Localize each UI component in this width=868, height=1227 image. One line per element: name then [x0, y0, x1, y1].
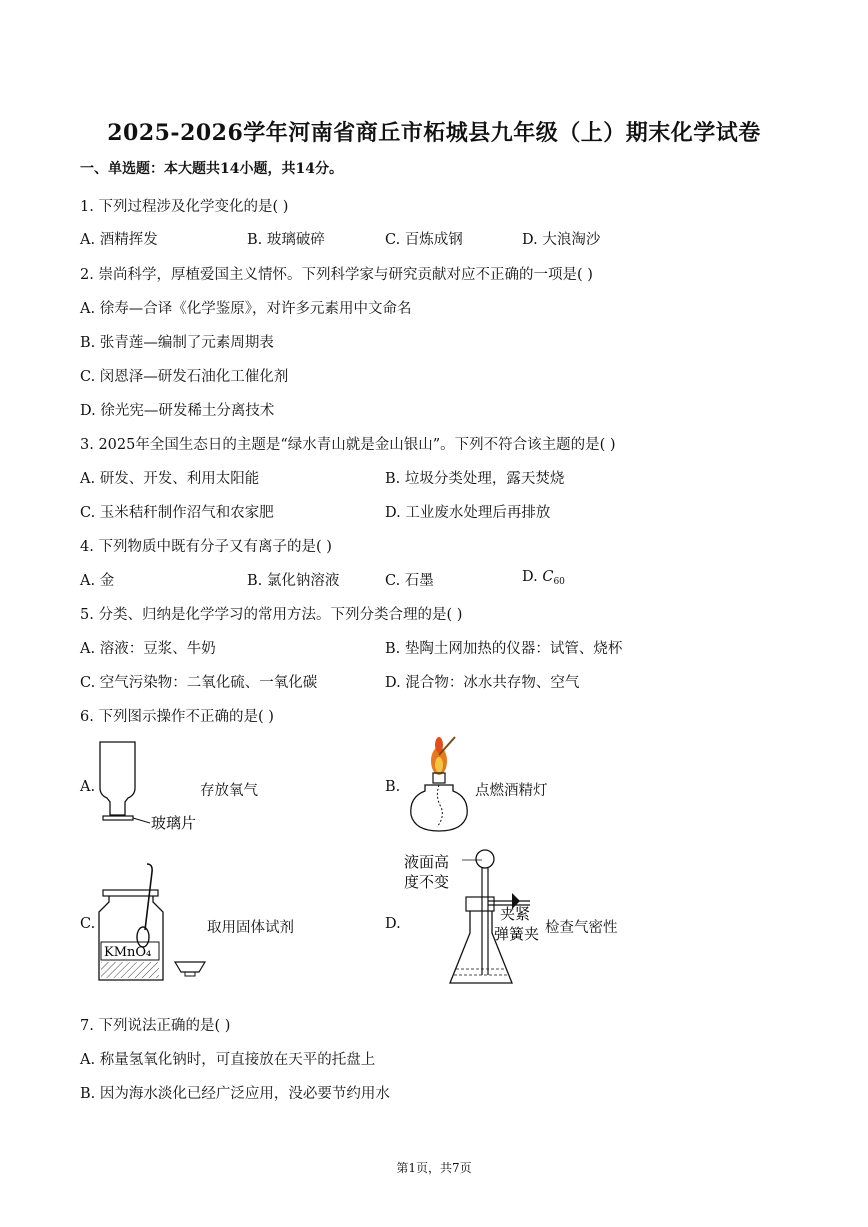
- page-footer: 第1页，共7页: [396, 1161, 472, 1175]
- q6-option-b: B.: [385, 779, 401, 795]
- figure-c-reagent-bottle: [95, 862, 210, 987]
- q4-option-d: [522, 569, 565, 587]
- q4-formula-subscript: 60: [553, 577, 565, 587]
- section-heading: 一、单选题：本大题共14小题，共14分。: [80, 161, 343, 177]
- q6-caption-b: 点燃酒精灯: [475, 783, 548, 799]
- question-1-stem: 1. 下列过程涉及化学变化的是( ): [80, 199, 289, 215]
- q6-option-c: C.: [80, 916, 96, 932]
- q3-option-c: C. 玉米秸秆制作沼气和农家肥: [80, 505, 274, 521]
- q4-option-c: C. 石墨: [385, 573, 434, 589]
- q2-option-d: D. 徐光宪—研发稀土分离技术: [80, 403, 275, 419]
- q2-option-c: C. 闵恩泽—研发石油化工催化剂: [80, 369, 289, 385]
- q1-option-c: C. 百炼成钢: [385, 232, 463, 248]
- question-6-stem: 6. 下列图示操作不正确的是( ): [80, 709, 274, 725]
- question-2-stem: 2. 崇尚科学，厚植爱国主义情怀。下列科学家与研究贡献对应不正确的一项是( ): [80, 267, 593, 283]
- level-label-2: 度不变: [404, 873, 450, 891]
- q7-option-a: A. 称量氢氧化钠时，可直接放在天平的托盘上: [80, 1052, 376, 1068]
- q5-option-a: A. 溶液：豆浆、牛奶: [80, 641, 216, 657]
- q6-option-d: D.: [385, 916, 401, 932]
- q4-option-d-label: D.: [522, 569, 543, 585]
- question-7-stem: 7. 下列说法正确的是( ): [80, 1018, 231, 1034]
- q2-option-a: A. 徐寿—合译《化学鉴原》，对许多元素用中文命名: [80, 301, 412, 317]
- q6-option-a: A.: [80, 779, 96, 795]
- question-4-stem: 4. 下列物质中既有分子又有离子的是( ): [80, 539, 332, 555]
- figure-b-alcohol-lamp: [395, 735, 475, 835]
- q6-caption-c: 取用固体试剂: [207, 920, 294, 936]
- q3-option-d: D. 工业废水处理后再排放: [385, 505, 551, 521]
- q4-formula: C: [542, 569, 554, 585]
- q1-option-a: A. 酒精挥发: [80, 232, 158, 248]
- page-title: 2025-2026学年河南省商丘市柘城县九年级（上）期末化学试卷: [107, 120, 761, 146]
- q4-option-a: A. 金: [80, 573, 115, 589]
- clip-label-2: 弹簧夹: [494, 925, 540, 943]
- q5-option-c: C. 空气污染物：二氧化硫、一氧化碳: [80, 675, 318, 691]
- q1-option-d: D. 大浪淘沙: [522, 232, 601, 248]
- question-5-stem: 5. 分类、归纳是化学学习的常用方法。下列分类合理的是( ): [80, 607, 463, 623]
- q6-caption-a: 存放氧气: [200, 783, 258, 799]
- q4-option-b: B. 氯化钠溶液: [247, 573, 340, 589]
- q5-option-d: D. 混合物：冰水共存物、空气: [385, 675, 580, 691]
- q5-option-b: B. 垫陶土网加热的仪器：试管、烧杯: [385, 641, 623, 657]
- question-3-stem: 3. 2025年全国生态日的主题是“绿水青山就是金山银山”。下列不符合该主题的是( ): [80, 437, 616, 453]
- clip-label-1: 夹紧: [500, 905, 531, 923]
- q6-caption-d: 检查气密性: [545, 920, 618, 936]
- q3-option-b: B. 垃圾分类处理，露天焚烧: [385, 471, 565, 487]
- q3-option-a: A. 研发、开发、利用太阳能: [80, 471, 260, 487]
- level-label-1: 液面高: [404, 853, 450, 871]
- figure-d-airtightness-setup: [400, 845, 550, 995]
- glass-plate-label: 玻璃片: [151, 814, 197, 832]
- q2-option-b: B. 张青莲—编制了元素周期表: [80, 335, 274, 351]
- q1-option-b: B. 玻璃破碎: [247, 232, 325, 248]
- kmno4-label: KMnO₄: [104, 945, 152, 960]
- figure-a-gas-jar: [95, 740, 225, 840]
- q7-option-b: B. 因为海水淡化已经广泛应用，没必要节约用水: [80, 1086, 390, 1102]
